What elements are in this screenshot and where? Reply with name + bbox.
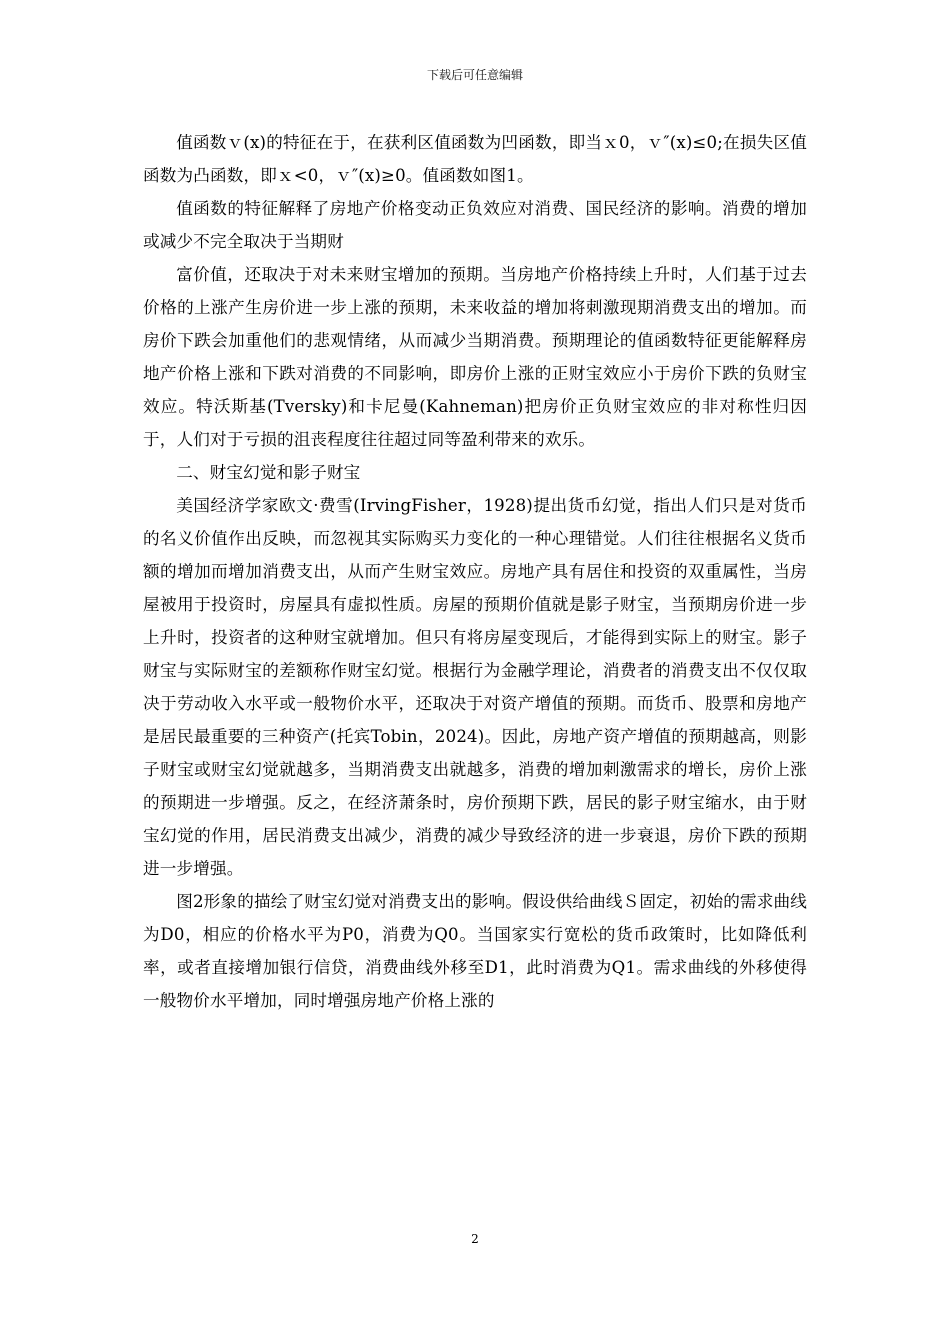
paragraph-value-function-definition: 值函数ｖ(x)的特征在于，在获利区值函数为凹函数，即当ｘ0，ｖ″(x)≤0;在损失区值函数为凸函数，即ｘ<0，ｖ″(x)≥0。值函数如图1。 — [143, 133, 807, 185]
page-number: 2 — [471, 1232, 479, 1246]
paragraph-value-function-explanation: 值函数的特征解释了房地产价格变动正负效应对消费、国民经济的影响。消费的增加或减少不完全取决于当期财 — [143, 199, 807, 251]
paragraph-wealth-illusion: 美国经济学家欧文·费雪(IrvingFisher，1928)提出货币幻觉，指出人们只是对货币的名义价值作出反映，而忽视其实际购买力变化的一种心理错觉。人们往往根据名义货币额的增加而增加消费支出，从而产生财宝效应。房地产具有居住和投资的双重属性，当房屋被用于投资时，房屋具有虚拟性质。房屋的预期价值就是影子财宝，当预期房价进一步上升时，投资者的这种财宝就增加。但只有将房屋变现后，才能得到实际上的财宝。影子财宝与实际财宝的差额称作财宝幻觉。根据行为金融学理论，消费者的消费支出不仅仅取决于劳动收入水平或一般物价水平，还取决于对资产增值的预期。而货币、股票和房地产是居民最重要的三种资产(托宾Tobin，2024)。因此，房地产资产增值的预期越高，则影子财宝或财宝幻觉就越多，当期消费支出就越多，消费的增加刺激需求的增长，房价上涨的预期进一步增强。反之，在经济萧条时，房价预期下跌，居民的影子财宝缩水，由于财宝幻觉的作用，居民消费支出减少，消费的减少导致经济的进一步衰退，房价下跌的预期进一步增强。 — [143, 496, 807, 878]
document-body — [143, 126, 807, 1017]
section-heading: 二、财宝幻觉和影子财宝 — [176, 463, 361, 482]
paragraph-expectation-effect: 富价值，还取决于对未来财宝增加的预期。当房地产价格持续上升时，人们基于过去价格的上涨产生房价进一步上涨的预期，未来收益的增加将刺激现期消费支出的增加。而房价下跌会加重他们的悲观情绪，从而减少当期消费。预期理论的值函数特征更能解释房地产价格上涨和下跌对消费的不同影响，即房价上涨的正财宝效应小于房价下跌的负财宝效应。特沃斯基(Tversky)和卡尼曼(Kahneman)把房价正负财宝效应的非对称性归因于，人们对于亏损的沮丧程度往往超过同等盈利带来的欢乐。 — [143, 265, 807, 449]
page-header: 下载后可任意编辑 — [426, 68, 523, 82]
paragraph-figure-2-description: 图2形象的描绘了财宝幻觉对消费支出的影响。假设供给曲线Ｓ固定，初始的需求曲线为D0，相应的价格水平为P0，消费为Q0。当国家实行宽松的货币政策时，比如降低利率，或者直接增加银行信贷，消费曲线外移至D1，此时消费为Q1。需求曲线的外移使得一般物价水平增加，同时增强房地产价格上涨的 — [143, 892, 807, 1010]
